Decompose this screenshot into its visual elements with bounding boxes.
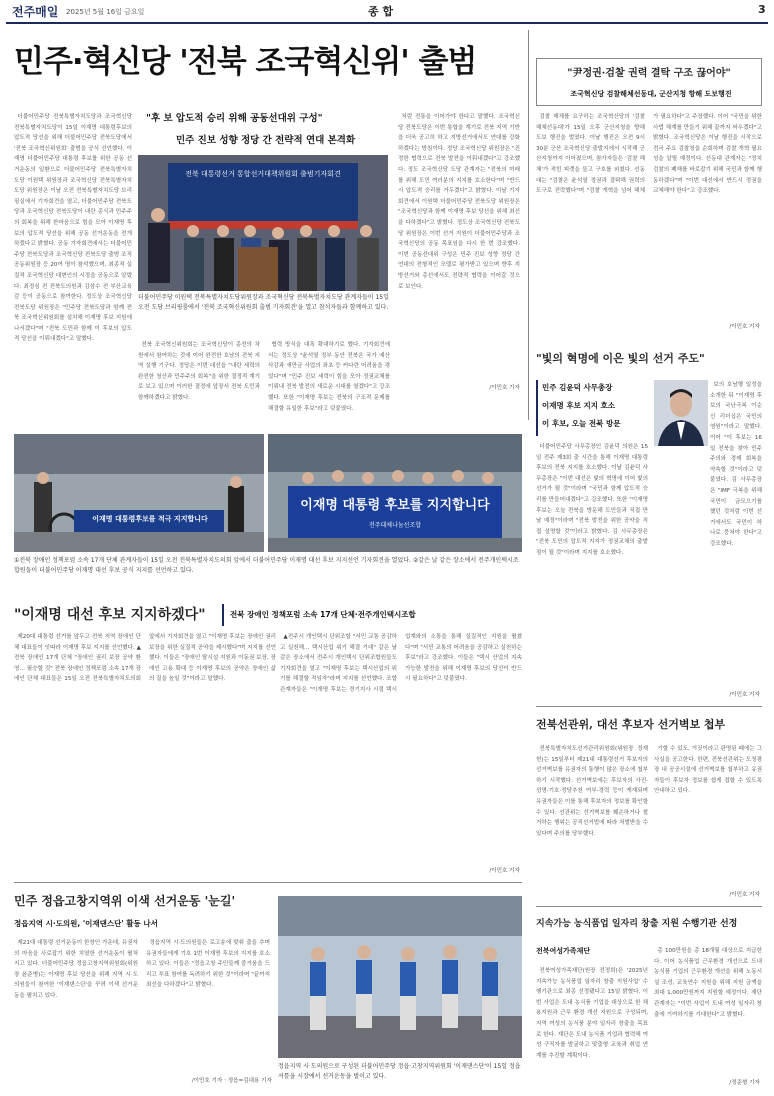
rural-byline: /정준형 기자	[729, 1080, 760, 1086]
vote-headline: 민주 정읍고창지역위 이색 선거운동 '눈길'	[14, 894, 236, 908]
prosecution-text: 검찰 해체를 요구하는 조국혁신당의 '검찰해체선동대'가 15일 오후 군산지청을 향해 도보 행진을 벌였다. 이날 행진은 오전 9시 30분 군산 조국혁신당 출발지에서 시작해 군산지청까지 이어졌으며, 참가자들은 '검찰 해체'가 적힌 피켓을 들고 구호를 외쳤다. 선동대는 "검찰은 윤석열 정권과 결탁해 권력의 도구로 전락했다"며 "검찰 개혁을 넘어 해체가 필요하다"고 주장했다. 이어 "국민을 위한 사법 체계를 만들기 위해 끝까지 싸우겠다"고 밝혔다. 조국혁신당은 이날 행진을 시작으로 전국 주요 검찰청을 순회하며 검찰 개혁 필요성을 알릴 예정이다. 선동대 관계자는 "정치 검찰의 폐해를 바로잡기 위해 국민과 함께 행동하겠다"며 "이번 대선에서 반드시 정권을 교체해야 한다"고 강조했다.	[536, 114, 762, 195]
rural-text: 전북여성가족재단(원장 전정희)은 '2025년 지속가능 농식품업 일자리 창출 지원사업' 수행기관으로 최종 선정됐다고 15일 밝혔다. 이번 사업은 도내 농식품 기업을 대상으로 한 채용지원과 근무 환경 개선 지원으로 구성되며, 지역 여성의 농식품 분야 일자리 창출을 목표로 한다. 재단은 도내 농식품 기업과 협력해 여성 구직자를 발굴하고 맞춤형 교육과 취업 연계를 추진할 계획이다.	[536, 968, 648, 1059]
lead-headline: 민주·혁신당 '전북 조국혁신위' 출범	[14, 44, 477, 80]
rural-headline: 지속가능 농식품업 일자리 창출 지원 수행기관 선정	[536, 919, 738, 929]
masthead	[0, 0, 774, 22]
taxi-union-photo	[268, 434, 522, 552]
lead-column-1	[14, 112, 132, 390]
light-byline: /이민호 기자	[729, 692, 760, 698]
prosecution-subhead: 조국혁신당 검찰해체선동대, 군산지청 항해 도보행진	[570, 90, 732, 98]
dance-team-caption: 정읍지역 시·도의원으로 구성된 더불어민주당 정읍·고창지역위원회 '이재댄스단'이 15일 정읍 셔틀을 시장에서 선거운동을 벌이고 있다.	[278, 1063, 521, 1080]
lead-column-2	[138, 340, 260, 408]
election-byline: /이민호 기자	[729, 892, 760, 898]
vote-rule	[14, 882, 522, 883]
rural-subhead: 전북여성가족재단	[536, 947, 591, 955]
dance-team-image	[278, 896, 522, 1058]
issue-date: 2025년 5월 16일 금요일	[66, 8, 145, 16]
lead-col3-text: 협력 방식을 대폭 확대하기로 했다. 기자회견에서는 정도상 "윤석열 정부 동안 전북은 국가 예산 삭감과 새만금 사업의 좌초 등 커다란 어려움을 겪었다"며 "민주 진보 세력이 힘을 모아 정권교체를 이뤄내 전북 발전의 새로운 시대를 열겠다"고 강조했다. 또한 "이재명 후보는 전북의 구조적 문제를 해결할 유일한 후보"라고 덧붙였다.	[268, 342, 390, 412]
rural-body-right	[654, 946, 762, 1076]
taxi-banner-org: 전주대체나눔선조합	[368, 522, 422, 529]
lead-col1-text: 더불어민주당 전북특별자치도당과 조국혁신당 전북특별자치도당이 15일 이재명 대통령후보의 압도적 당선을 위해 더불어민주당 전북도당에서 '전북 조국혁신위원회' 출범을 공식 선언했다. 이재명 더불어민주당 대통령 후보를 위한 공동 선거운동의 일환으로 더불어민주당 전북특별자치도당 이원택 위원장과 조국혁신당 전북특별자치도당 위원장은 이날 오전 전북특별자치도당 브리핑실에서 기자회견을 열고, 더불어민주당 전북도당과 조국혁신당 전북도당이 내란 종식과 민주주의 회복을 위해 한마음으로 힘을 모아 이재명 후보의 압도적 당선을 위해 공동 선거운동을 전개하겠다고 밝혔다. 공동 기자회견에서는 더불어민주당 전북도당과 조국혁신당 전북도당 출범 조직 공동위원장 등 20여 명이 참석했으며, 최종적 실질적 조국혁신당 대변인의 시정을 공동으로 알렸다. 최정심 전 전북도의원과 김삼수 전 부산교육감 등이 공동으로 참여한다. 정도상 조국혁신당 전북도당 위원장은 "민주당 전북도당과 함께 전북 조국혁신위원회를 설치해 이재명 후보 지원에 나서겠다"며 "전북 도민과 함께 이 후보의 압도적 당선을 이뤄내겠다"고 말했다.	[14, 114, 132, 343]
photos-caption: ①전북 장애인 정책포럼 소속 17개 단체 관계자들이 15일 오전 전북특별자치도의회 앞에서 더불어민주당 이재명 대선 후보 지지선언 기자회견을 열었다. ②같은 날 같은 장소에서 전주개인택시조합원들이 더불어민주당 이재명 대선 후보 공식 지지를 선언하고 있다.	[14, 557, 519, 574]
lead-byline: /이민호 기자	[489, 385, 520, 391]
vote-subhead: 정읍지역 시·도의원, '이재댄스단' 활동 나서	[14, 919, 158, 928]
prosecution-body	[536, 112, 762, 320]
disabled-byline: /이민호 기자	[489, 868, 520, 874]
prosecution-byline: /이민호 기자	[729, 324, 760, 330]
disabled-groups-photo	[14, 434, 264, 552]
lead-col4-text: 처럼 전통을 이어가야 한다고 말했다. 조국혁신당 전북도당은 이번 통합을 계기로 전북 지역 기반을 더욱 공고히 하고 지방선거에서도 연대를 강화하겠다는 방침이다. 정당 조국혁신당 위원장은 "진정한 협력으로 전북 발전을 이뤄내겠다"고 강조했다. 정도 조국혁신당 도당 관계자는 "전북의 미래를 위해 도민 여러분의 지지를 호소한다"며 "반드시 압도적 승리를 거두겠다"고 밝혔다. 이날 기자회견에서 이원택 더불어민주당 전북도당 위원장은 "조국혁신당과 함께 이재명 후보 당선을 위해 최선을 다하겠다"고 밝혔다. 정도상 조국혁신당 전북도당 위원장은 이번 선거 지원이 더불어민주당과 조국혁신당의 공동 목표임을 다시 한 번 강조했다. 이번 공동선대위 구성은 민주 진보 성향 정당 간 연대의 전형적인 모델로 평가받고 있으며 향후 지방선거와 총선에서도 전략적 협력을 이어갈 것으로 보인다.	[398, 114, 520, 290]
vote-body-left	[14, 938, 138, 1088]
rural-body-left	[536, 966, 648, 1092]
masthead-rule	[6, 22, 768, 24]
lead-column-4	[398, 112, 520, 382]
election-body-left	[536, 744, 648, 904]
disabled-text: 제20대 대통령 선거를 앞두고 전북 지역 장애인 단체 대표들이 잇따라 이재명 후보 지지를 선언했다. ▲전북 장애인 17개 단체 "장애인 권리 보장 공약 환영… 필승할 것" 전북 장애인 정책포럼 소속 17개 장애인 단체 대표들은 15일 오전 전북특별자치도의회 앞에서 기자회견을 열고 "이재명 후보는 장애인 권리 보장을 위한 실질적 공약을 제시했다"며 지지를 선언했다. 이들은 "장애인 탈시설 지원과 이동권 보장, 장애인 고용 확대 등 이재명 후보의 공약은 장애인 삶의 질을 높일 것"이라고 말했다.	[14, 634, 276, 683]
vote-text-2: 정읍지역 시·도의원들은 로고송에 맞춰 춤을 추며 유권자들에게 기호 1번 이재명 후보의 지지를 호소하고 있다. 이들은 "정읍고창 주민들께 즐거움을 드리고 투표 참여를 독려하기 위한 것"이라며 "끝까지 최선을 다하겠다"고 밝혔다.	[146, 940, 270, 989]
disabled-subhead: 전북 장애인 정책포럼 소속 17개 단체·전주개인택시조합	[230, 610, 416, 619]
lead-photo-caption: 더불어민주당 이원택 전북특별자치도당위원장과 조국혁신당 전북특별자치도당 관계자들이 15일 오전 도당 브리핑룸에서 '전북 조국혁신위원회 출범 기자회견'을 열고 참석자들과 함께하고 있다.	[138, 294, 389, 311]
light-subhead-rule	[536, 380, 538, 436]
disabled-quote: "이재명 대선 후보 지지하겠다"	[14, 607, 206, 623]
disabled-body	[14, 632, 276, 876]
vote-body-right	[146, 938, 270, 1074]
light-body-left	[536, 442, 648, 688]
lead-photo	[138, 155, 388, 291]
election-text: 전북특별자치도선거관리위원회(위원장 정재헌)는 15일부터 제21대 대통령선거 후보자의 선거벽보를 유권자의 통행이 많은 장소에 첩부하기 시작했다. 선거벽보에는 후보자의 사진·성명·기호·정당추천 여부·경력 등이 게재되며 유권자들은 이를 통해 후보자의 정보를 확인할 수 있다. 선관위는 선거벽보를 훼손하거나 철거하는 행위는 공직선거법에 따라 처벌받을 수 있다며 주의를 당부했다.	[536, 746, 648, 837]
dance-team-photo	[278, 896, 522, 1058]
taxi-text: ▲전주시 개인택시 단위조합 "서민 교통 공감하고 실천해… 택시산업 위기 해결 기대" 같은 날 같은 장소에서 전주시 개인택시 단위조합원들도 기자회견을 열고 "이재명 후보는 택시산업의 위기를 해결할 적임자"라며 지지를 선언했다. 조합 관계자들은 "이재명 후보는 경기지사 시절 택시업계와의 소통을 통해 실질적인 지원을 펼쳤다"며 "서민 교통의 어려움을 공감하고 실천하는 후보"라고 강조했다. 이들은 "택시 산업의 지속 가능한 발전을 위해 이재명 후보의 당선이 반드시 필요하다"고 덧붙였다.	[280, 634, 522, 693]
election-headline: 전북선관위, 대선 후보자 선거벽보 첩부	[536, 718, 726, 731]
disabled-banner-text: 이재명 대통령후보를 적극 지지합니다	[92, 515, 208, 523]
section-name: 종 합	[368, 5, 394, 18]
election-text-2: 기할 수 있도, 거짓이라고 판명된 때에는 그 사실을 공고한다. 한편, 전북선관위는 도청광장 내 공공시설에 선거벽보를 첩부하고 유권자들이 후보자 정보를 쉽게 접할 수 있도록 안내하고 있다.	[654, 746, 762, 795]
photo-banner-text: 전북 대통령선거 통합선거대책위원회 출범기자회견	[185, 170, 341, 178]
rural-rule	[536, 906, 762, 907]
page-number: 3	[758, 3, 766, 16]
light-quote: "빛의 혁명에 이은 빛의 선거 주도"	[536, 352, 705, 365]
lead-deck-1: "후 보 압도적 승리 위해 공동선대위 구성"	[146, 113, 323, 124]
prosecution-quote: "尹정권·검찰 권력 결탁 구조 끊어야"	[567, 68, 731, 79]
light-text-right: 보의 호남행 일정을 소개한 뒤 "이재명 후보의 국난극복 이순신 리더십은 국민의 염원"이라고 말했다. 이어 "이 후보는 16일 전북을 찾아 민주주의와 경제 회복을 약속할 것"이라고 덧붙였다. 김 사무총장은 "IMF 극복을 위해 국민이 금모으기를 했던 것처럼 이번 선거에서도 국민이 하나로 뭉쳐야 한다"고 강조했다.	[710, 382, 762, 547]
light-subhead-3: 이 후보, 오늘 전북 방문	[542, 419, 621, 428]
light-subhead-1: 민주 김윤덕 사무총장	[542, 383, 613, 392]
vote-text: 제21대 대통령 선거운동이 한창인 가운데, 유권자의 마음을 사로잡기 위한 치열한 선거운동이 펼쳐지고 있다. 더불어민주당 정읍고창지역위원회(위원장 윤준병)는 이재명 후보 당선을 위해 지역 시·도의원들이 참여한 '이재댄스단'을 꾸려 이색 선거운동을 펼치고 있다.	[14, 940, 138, 999]
rural-text-2: 총 100만원을 총 18개월 대상으로 지급한다. 이어 농식품업 근무환경 개선으로 도내 농식품 기업의 근무환경 개선을 위해 노동시설 조성, 교육연수 지원을 위해 지원 금액을 최대 1,000만원까지 지원할 예정이다. 재단 관계자는 "이번 사업이 도내 여성 일자리 창출에 기여하기를 기대한다"고 밝혔다.	[654, 948, 762, 1018]
lead-column-3	[268, 340, 390, 412]
light-subhead-2: 이재명 후보 지지 호소	[542, 401, 616, 410]
vote-byline: /이민호 기자 · 정읍=김대용 기자	[191, 1078, 272, 1084]
lead-col2-text: 전북 조국혁신위원회는 조국혁신당이 종전의 차원에서 참여하는 것에 이어 완전한 호남의 전북 지역 실행 기구다. 정당은 이번 대선을 "내란 세력의 완전한 청산과 민주주의 회복"을 위한 결정적 계기로 보고 있으며 이러한 결정에 앞장서 전북 도민과 함께하겠다고 밝혔다.	[138, 342, 260, 401]
election-rule	[536, 706, 762, 707]
lead-deck-2: 민주 진보 성향 정당 간 전략적 연대 본격화	[176, 135, 356, 146]
taxi-body	[280, 632, 522, 864]
taxi-press-image	[268, 434, 522, 552]
light-body-right	[654, 380, 762, 688]
paper-name: 전주매일	[12, 5, 59, 19]
column-divider	[528, 30, 529, 420]
taxi-banner-text: 이재명 대통령 후보를 지지합니다	[300, 498, 490, 513]
election-body-right	[654, 744, 762, 898]
light-text-left: 더불어민주당 사무총장인 김윤덕 의원은 15일 전주 제3회 출 시간을 통해 이재명 대통령후보의 전북 지지를 호소했다. 이날 김윤덕 사무총장은 "이번 대선은 빛의 혁명에 이어 빛의 선거가 될 것"이라며 "국민과 함께 압도적 승리를 만들어내겠다"고 강조했다. 또한 "이재명 후보는 오늘 전북을 방문해 도민들과 직접 만날 예정"이라며 "전북 발전을 위한 공약을 직접 설명할 것"이라고 밝혔다. 김 사무총장은 "전북 도민의 압도적 지지가 정권교체의 출발점이 될 것"이라며 지지를 호소했다.	[536, 444, 648, 556]
disabled-press-image	[14, 434, 264, 552]
